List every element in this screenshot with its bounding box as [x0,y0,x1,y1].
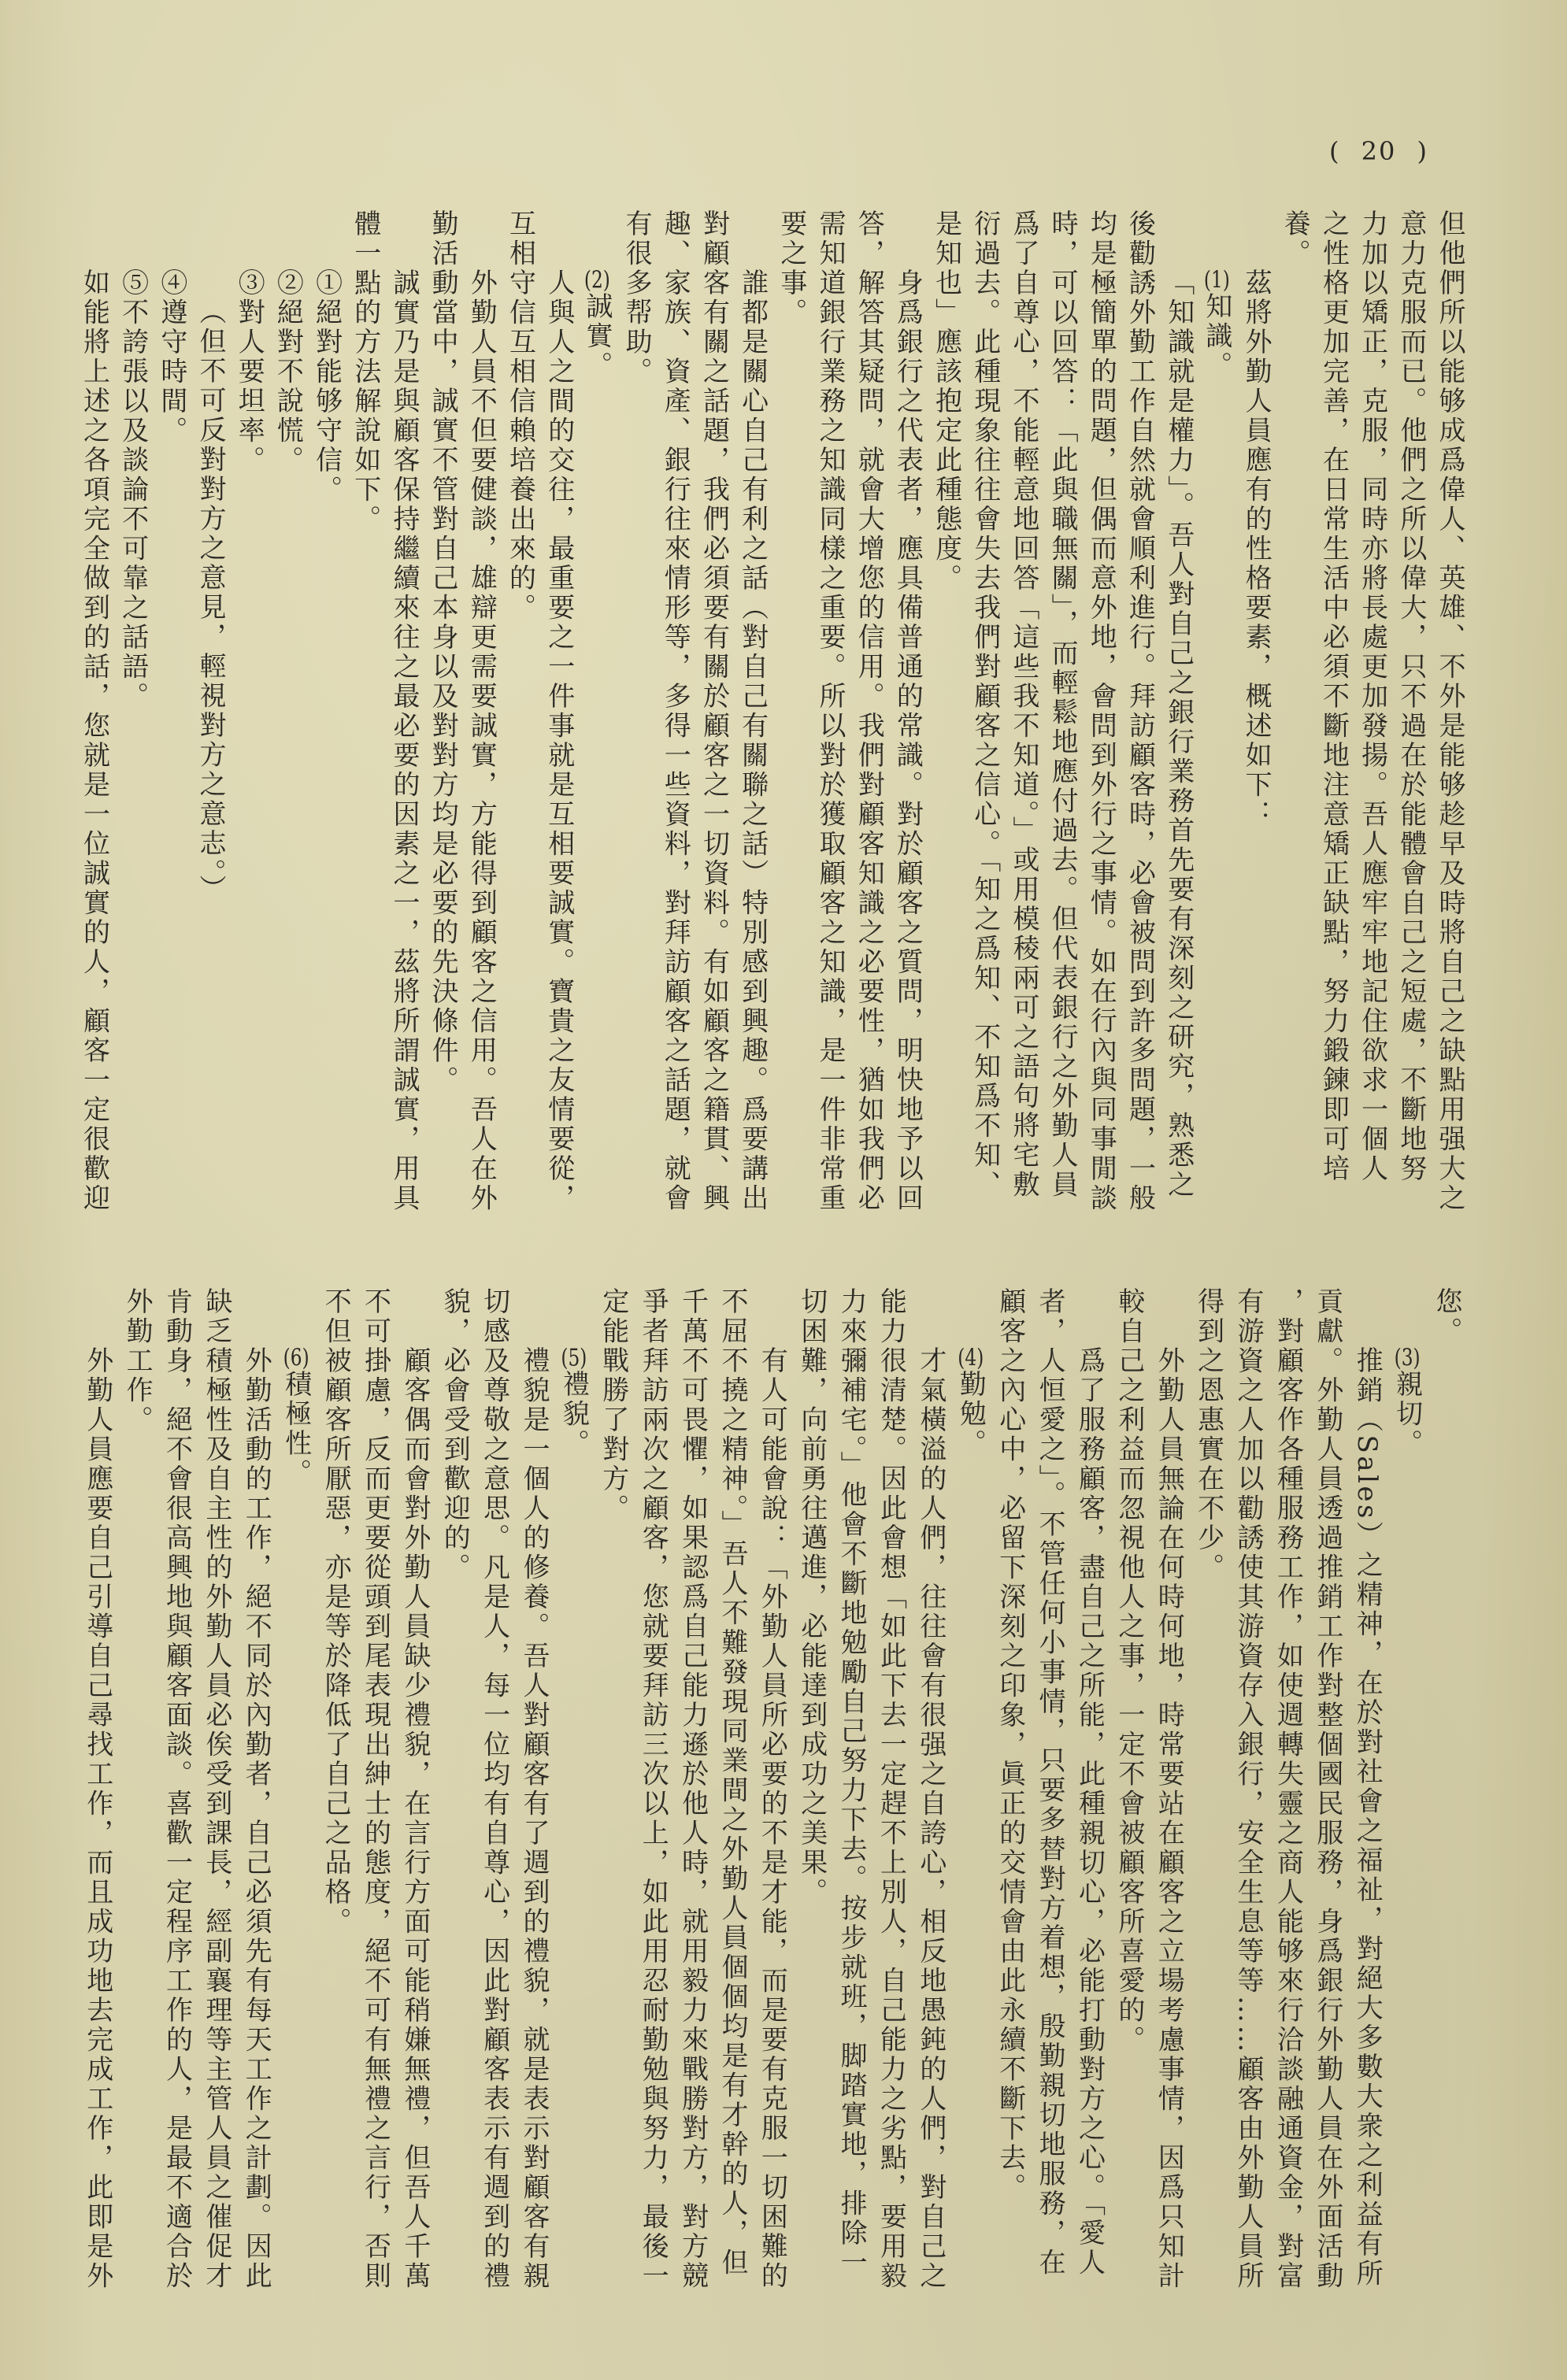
text-column: 互相守信互相信賴培養出來的。 [504,209,536,623]
text-column: 不但被顧客所厭惡，亦是等於降低了自己之品格。 [320,1287,352,1937]
text-column: 要之事。 [775,209,807,328]
section-title: 勤勉。 [954,1370,987,1459]
text-column: 不可掛慮，反而更要從頭到尾表現出紳士的態度，絕不可有無禮之言行，否則 [359,1287,391,2291]
section-heading-knowledge [1198,209,1236,1249]
section-heading-diligence [950,1287,990,2326]
text-column: 養。 [1279,209,1311,268]
text-column: 禮貌是一個人的修養。吾人對顧客有了週到的禮貌，就是表示對顧客有親 [518,1346,550,2291]
list-item: ①絕對能够守信。 [310,268,343,505]
list-item: ③對人要坦率。 [233,268,265,476]
list-item-note: （但不可反對對方之意見，輕視對方之意志。） [194,298,226,905]
text-column: 貌，必會受到歡迎的。 [439,1287,471,1582]
text-column: 需知道銀行業務之知識同樣之重要。所以對於獲取顧客之知識，是一件非常重 [814,209,846,1213]
section-title: 親切。 [1391,1370,1423,1459]
section-number: (5) [561,1346,587,1370]
text-column: 切感及尊敬之意思。凡是人，每一位均有自尊心，因此對顧客表示有週到的禮 [478,1287,510,2291]
bottom-text-block [77,1287,1466,2326]
text-column: 體一點的方法解說如下。 [349,209,381,535]
text-column: 貢獻。外勤人員透過推銷工作對整個國民服務，身爲銀行外勤人員在外面活動 [1311,1287,1343,2291]
text-column: 有人可能會說：「外勤人員所必要的不是才能，而是要有克服一切困難的 [756,1346,788,2291]
text-column: 後勸誘外勤工作自然就會順利進行。拜訪顧客時，必會被問到許多問題，一般 [1124,209,1156,1213]
text-column: 外勤人員應要自己引導自己尋找工作，而且成功地去完成工作，此即是外 [81,1346,113,2291]
text-column: 外勤工作。 [121,1287,154,1435]
text-column: 缺乏積極性及自主性的外勤人員必俟受到課長，經副襄理等主管人員之催促才 [200,1287,232,2291]
section-number: (4) [958,1346,984,1370]
text-column: 是知也」應該抱定此種態度。 [930,209,962,594]
text-column: 衍過去。此種現象往往會失去我們對顧客之信心。「知之爲知、不知爲不知、 [969,209,1001,1200]
text-column: 外勤人員不但要健談，雄辯更需要誠實，方能得到顧客之信用。吾人在外 [465,268,498,1213]
text-column: 者，人恒愛之」。不管任何小事情，只要多替對方着想，殷勤親切地服務，在 [1034,1287,1066,2278]
text-column: 外勤活動的工作，絕不同於內勤者，自己必須先有每天工作之計劃。因此 [240,1346,272,2291]
text-column: 切困難，向前勇往邁進，必能達到成功之美果。 [795,1287,828,1908]
section-heading-honesty [578,209,617,1249]
text-column: 對顧客有關之話題，我們必須要有關於顧客之一切資料。有如顧客之籍貫、興 [698,209,730,1213]
text-column: 答，解答其疑問，就會大增您的信用。我們對顧客知識之必要性，猶如我們必 [853,209,885,1213]
text-column: 力加以矯正，克服，同時亦將長處更加發揚。吾人應牢牢地記住欲求一個人 [1356,209,1388,1184]
page-number: ( 20 ) [1329,136,1429,166]
text-column: 之性格更加完善，在日常生活中必須不斷地注意矯正缺點，努力鍛鍊即可培 [1317,209,1350,1184]
text-column: 能力很清楚。因此會想「如此下去一定趕不上別人，自己能力之劣點，要用毅 [875,1287,907,2291]
text-column: 茲將外勤人員應有的性格要素，概述如下： [1240,268,1272,830]
text-column: 爲了自尊心，不能輕意地回答「這些我不知道。」或用模稜兩可之語句將宅敷 [1007,209,1039,1200]
text-column: 力來彌補宅。」他會不斷地勉勵自己努力下去。按步就班，脚踏實地，排除一 [835,1287,868,2278]
text-column: 外勤人員無論在何時何地，時常要站在顧客之立場考慮事情，因爲只知計 [1153,1346,1185,2291]
list-item: ②絕對不說慌。 [272,268,304,476]
section-title: 禮貌。 [558,1370,590,1459]
text-column: 推銷（Sales）之精神，在於對社會之福祉，對絕大多數大衆之利益有所 [1351,1346,1384,2289]
section-number: (1) [1203,268,1230,292]
text-column: 肯動身，絕不會很高興地與顧客面談。喜歡一定程序工作的人，是最不適合於 [161,1287,193,2291]
text-column: ，對顧客作各種服務工作，如使週轉失靈之商人能够來行洽談融通資金，對富 [1272,1287,1304,2291]
section-number: (6) [283,1346,309,1370]
text-column: 但他們所以能够成爲偉人、英雄、不外是能够趁早及時將自己之缺點用强大之 [1434,209,1465,1213]
text-column: 人與人之間的交往，最重要之一件事就是互相要誠實。寶貴之友情要從， [543,268,575,1213]
section-title: 誠實。 [580,292,613,381]
text-column: 誠實乃是與顧客保持繼續來往之最必要的因素之一，茲將所謂誠實，用具 [387,268,420,1213]
text-column: 爲了服務顧客，盡自己之所能，此種親切心，必能打動對方之心。「愛人 [1073,1346,1106,2278]
text-column: 不屈不撓之精神。」吾人不難發現同業間之外勤人員個個均是有才幹的人，但 [716,1287,748,2278]
text-column: 如能將上述之各項完全做到的話，您就是一位誠實的人，顧客一定很歡迎 [78,268,110,1213]
section-title: 積極性。 [280,1370,312,1488]
section-heading-initiative [276,1287,315,2326]
list-item: ⑤不誇張以及談論不可靠之話語。 [117,268,149,712]
text-column: 時，可以回答：「此與職無關」，而輕鬆地應付過去。但代表銀行之外勤人員 [1047,209,1079,1200]
text-column: 趣、家族、資產、銀行往來情形等，多得一些資料，對拜訪顧客之話題，就會 [659,209,691,1213]
text-column: 「知識就是權力」。吾人對自己之銀行業務首先要有深刻之研究，熟悉之 [1162,268,1195,1200]
section-heading-kindness [1387,1287,1426,2326]
text-column: 有游資之人加以勸誘使其游資存入銀行，安全生息等等……顧客由外勤人員所 [1232,1287,1265,2291]
text-column: 您。 [1431,1287,1462,1346]
text-column: 得到之恩惠實在不少。 [1192,1287,1224,1582]
text-column: 較自己之利益而忽視他人之事，一定不會被顧客所喜愛的。 [1113,1287,1145,2055]
text-column: 有很多帮助。 [621,209,653,387]
text-column: 均是極簡單的問題，但偶而意外地，會問到外行之事情。如在行內與同事閒談 [1085,209,1117,1213]
text-column: 顧客偶而會對外勤人員缺少禮貌，在言行方面可能稍嫌無禮，但吾人千萬 [398,1346,431,2291]
section-number: (2) [583,268,610,292]
text-column: 顧客之內心中，必留下深刻之印象，眞正的交情會由此永續不斷下去。 [994,1287,1026,2203]
list-item: ④遵守時間。 [155,268,187,446]
section-title: 知識。 [1200,292,1232,381]
top-text-block [74,209,1469,1249]
text-column: 誰都是關心自己有利之話（對自己有關聯之話）特別感到興趣。爲要講出 [736,268,769,1213]
text-column: 勤活動當中，誠實不管對自己本身以及對對方均是必要的先決條件。 [427,209,459,1095]
text-column: 意力克服而已。他們之所以偉大，只不過在於能體會自己之短處，不斷地努 [1395,209,1427,1184]
text-column: 定能戰勝了對方。 [597,1287,629,1523]
text-column: 千萬不可畏懼，如果認爲自己能力遜於他人時，就用毅力來戰勝對方，對方競 [676,1287,709,2291]
text-column: 身爲銀行之代表者，應具備普通的常識。對於顧客之質問，明快地予以回 [891,268,924,1213]
text-column: 爭者拜訪兩次之顧客，您就要拜訪三次以上，如此用忍耐勤勉與努力，最後一 [637,1287,669,2291]
text-column: 才氣橫溢的人們，往往會有很强之自誇心，相反地愚鈍的人們，對自己之 [914,1346,946,2291]
section-heading-courtesy [554,1287,593,2326]
section-number: (3) [1394,1346,1421,1370]
